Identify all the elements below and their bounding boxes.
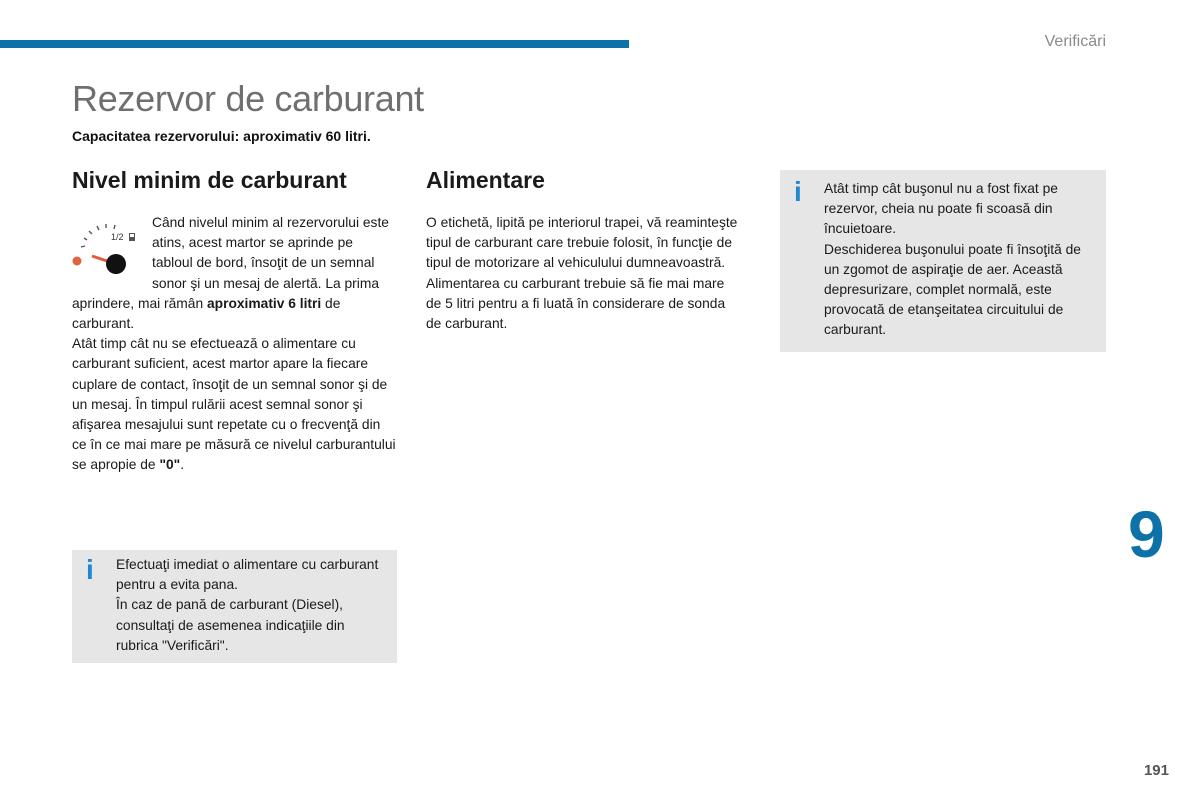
page-number: 191 [1143,762,1169,779]
info-icon: i [86,554,94,585]
alimentare-paragraph-2: Alimentarea cu carburant trebuie să fie mai mare de 5 litri pentru a fi luată în considerare de sonda de carburant. [426,275,726,332]
heading-nivel-minim: Nivel minim de carburant [72,167,347,193]
nivel-minim-column [72,213,396,476]
info-note-right [780,170,1106,352]
note-right-paragraph-1: Atât timp cât buşonul nu a fost fixat pe rezervor, cheia nu poate fi scoasă din încuietoare. [824,181,1058,237]
note-right-paragraph-2: Deschiderea buşonului poate fi însoţită de un zgomot de aspiraţie de aer. Această depresurizare, complet normală, este provocată de etanşeitatea circuitului de carburant. [824,241,1081,338]
nivel-paragraph-2: Atât timp cât nu se efectuează o alimentare cu carburant suficient, acest martor apare la fiecare cuplare de contact, însoţit de un semnal sonor şi de un mesaj. În timpul rulării acest semnal sonor şi afişarea mesajului sunt repetate cu o frecvenţă din ce în ce mai mare pe măsură ce nivelul carburantului se apropie de "0". [72,336,396,473]
info-note-left [72,550,397,663]
nivel-paragraph-1: Când nivelul minim al rezervorului este atins, acest martor se aprinde pe tabloul de bord, însoţit de un semnal sonor şi un mesaj de alertă. La prima aprindere, mai rămân aproximativ 6 litri de carburant. [72,215,389,332]
note-left-paragraph-2: În caz de pană de carburant (Diesel), consultaţi de asemenea indicaţiile din rubrica "Verificări". [116,597,345,653]
capacity-text: Capacitatea rezervorului: aproximativ 60 litri. [72,128,371,144]
note-left-paragraph-1: Efectuaţi imediat o alimentare cu carburant pentru a evita pana. [116,557,379,593]
header-accent-bar [0,40,629,48]
chapter-number: 9 [1128,497,1165,571]
info-icon: i [794,176,802,207]
fuel-gauge-icon [72,213,152,283]
section-label: Verificări [1044,33,1106,50]
page-title: Rezervor de carburant [72,78,424,119]
heading-alimentare: Alimentare [426,167,545,193]
alimentare-paragraph-1: O etichetă, lipită pe interiorul trapei, vă reaminteşte tipul de carburant care trebuie folosit, în funcţie de tipul de motorizare al vehiculului dumneavoastră. [426,215,738,271]
gauge-half-label: 1/2 [111,232,124,242]
alimentare-column [426,213,738,334]
